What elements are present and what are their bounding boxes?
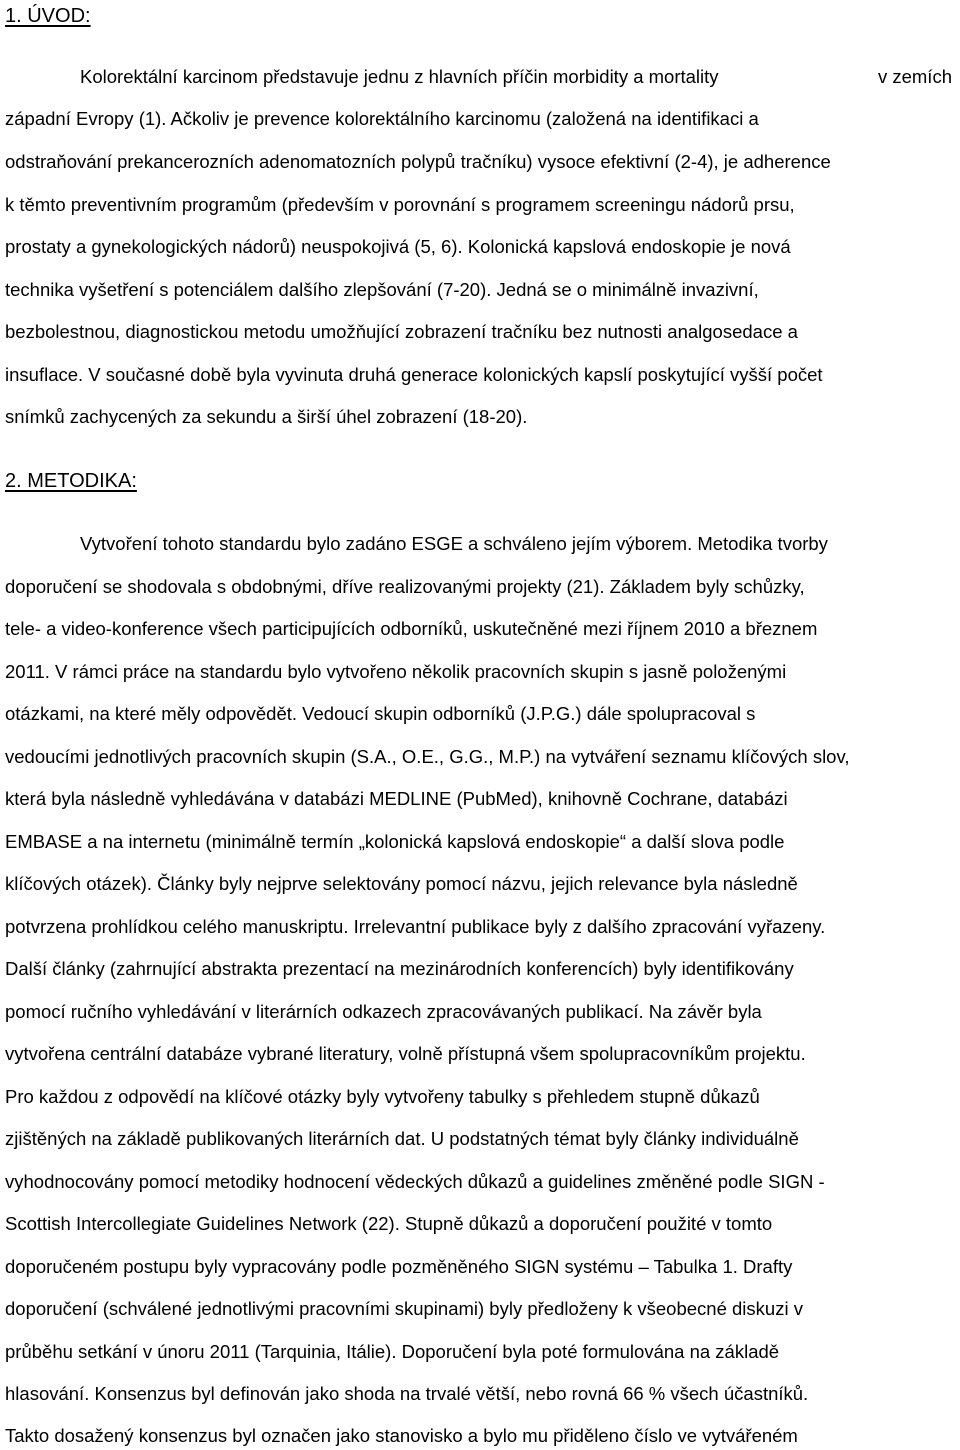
text-line: technika vyšetření s potenciálem dalšího zlepšování (7-20). Jedná se o minimálně invazivní,: [5, 279, 759, 300]
text-line: EMBASE a na internetu (minimálně termín „kolonická kapslová endoskopie“ a další slova podle: [5, 831, 785, 852]
text-line: pomocí ručního vyhledávání v literárních odkazech zpracovávaných publikací. Na závěr byla: [5, 1001, 762, 1022]
text-line: vedoucími jednotlivých pracovních skupin (S.A., O.E., G.G., M.P.) na vytváření seznamu klíčových slov,: [5, 746, 850, 767]
text-line: otázkami, na které měly odpovědět. Vedoucí skupin odborníků (J.P.G.) dále spolupracoval s: [5, 703, 756, 724]
section-heading-metodika: 2. METODIKA:: [5, 470, 137, 492]
text-line: 2011. V rámci práce na standardu bylo vytvořeno několik pracovních skupin s jasně položenými: [5, 661, 787, 682]
text-line: bezbolestnou, diagnostickou metodu umožňující zobrazení tračníku bez nutnosti analgosedace a: [5, 321, 798, 342]
text-line: Vytvoření tohoto standardu bylo zadáno ESGE a schváleno jejím výborem. Metodika tvorby: [80, 533, 828, 554]
text-line: snímků zachycených za sekundu a širší úhel zobrazení (18-20).: [5, 406, 528, 427]
text-line: doporučení (schválené jednotlivými pracovními skupinami) byly předloženy k všeobecné diskuzi v: [5, 1298, 803, 1319]
text-line: západní Evropy (1). Ačkoliv je prevence kolorektálního karcinomu (založená na identifikaci a: [5, 108, 759, 129]
text-line: potvrzena prohlídkou celého manuskriptu. Irrelevantní publikace byly z dalšího zpracování vyřazeny.: [5, 916, 826, 937]
text-line: zjištěných na základě publikovaných literárních dat. U podstatných témat byly články individuálně: [5, 1128, 799, 1149]
text-line: Pro každou z odpovědí na klíčové otázky byly vytvořeny tabulky s přehledem stupně důkazů: [5, 1086, 760, 1107]
section-heading-uvod: 1. ÚVOD:: [5, 5, 91, 27]
text-line: prostaty a gynekologických nádorů) neuspokojivá (5, 6). Kolonická kapslová endoskopie je nová: [5, 236, 791, 257]
text-line: která byla následně vyhledávána v databázi MEDLINE (PubMed), knihovně Cochrane, databázi: [5, 788, 788, 809]
text-line: Kolorektální karcinom představuje jednu z hlavních příčin morbidity a mortality: [80, 66, 719, 87]
text-line: doporučeném postupu byly vypracovány podle pozměněného SIGN systému – Tabulka 1. Drafty: [5, 1256, 793, 1277]
text-line: insuflace. V současné době byla vyvinuta druhá generace kolonických kapslí poskytující vyšší počet: [5, 364, 823, 385]
text-line: doporučení se shodovala s obdobnými, dříve realizovanými projekty (21). Základem byly schůzky,: [5, 576, 805, 597]
text-line: odstraňování prekancerozních adenomatozních polypů tračníku) vysoce efektivní (2-4), je adherence: [5, 151, 831, 172]
text-line: vytvořena centrální databáze vybrané literatury, volně přístupná všem spolupracovníkům projektu.: [5, 1043, 806, 1064]
text-line: vyhodnocovány pomocí metodiky hodnocení vědeckých důkazů a guidelines změněné podle SIGN -: [5, 1171, 825, 1192]
text-line: v zemích: [877, 66, 952, 87]
text-line: hlasování. Konsenzus byl definován jako shoda na trvalé větší, nebo rovná 66 % všech účastníků.: [5, 1383, 809, 1404]
text-line: Další články (zahrnující abstrakta prezentací na mezinárodních konferencích) byly identifikovány: [5, 958, 794, 979]
text-line: Takto dosažený konsenzus byl označen jako stanovisko a bylo mu přiděleno číslo ve vytvářeném: [5, 1425, 798, 1446]
text-line: k těmto preventivním programům (především v porovnání s programem screeningu nádorů prsu,: [5, 194, 795, 215]
text-line: průběhu setkání v únoru 2011 (Tarquinia, Itálie). Doporučení byla poté formulována na základě: [5, 1341, 780, 1362]
text-line: tele- a video-konference všech participujících odborníků, uskutečněné mezi říjnem 2010 a březnem: [5, 618, 818, 639]
text-line: klíčových otázek). Články byly nejprve selektovány pomocí názvu, jejich relevance byla následně: [5, 873, 798, 894]
text-line: Scottish Intercollegiate Guidelines Network (22). Stupně důkazů a doporučení použité v tomto: [5, 1213, 773, 1234]
